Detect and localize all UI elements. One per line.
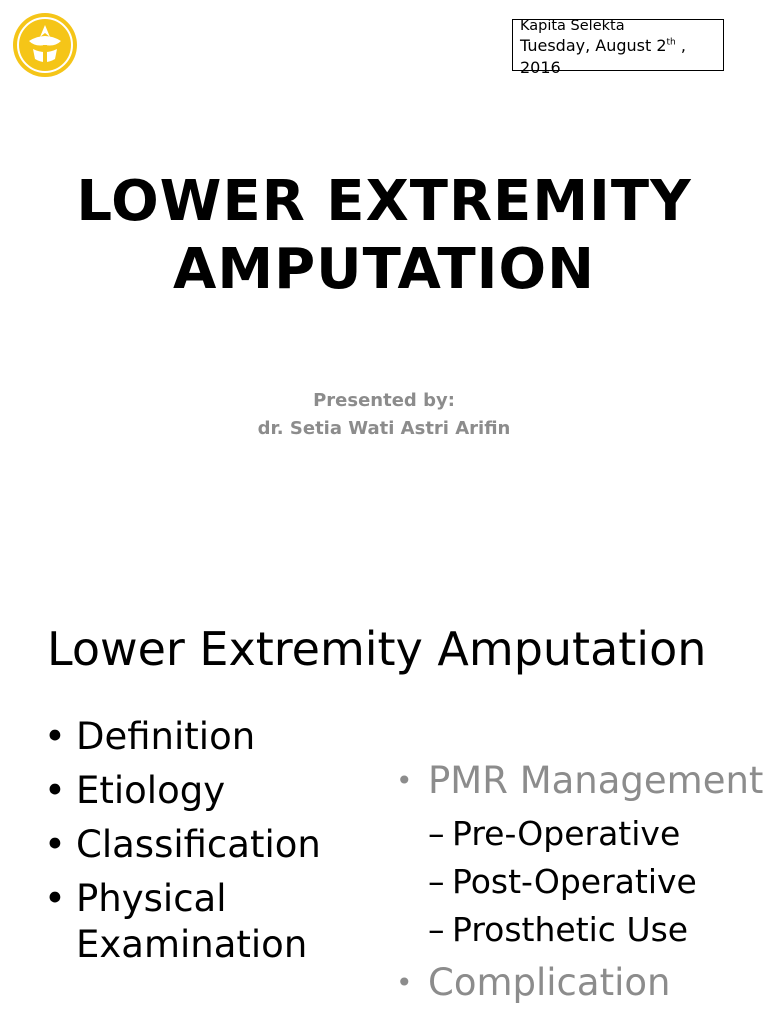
list-item: • Definition xyxy=(44,715,256,758)
list-item: • Complication xyxy=(396,961,671,1004)
sub-list-item: – Post-Operative xyxy=(428,862,697,901)
main-title: LOWER EXTREMITY AMPUTATION xyxy=(76,169,692,302)
list-item: • Physical Examination xyxy=(44,877,308,966)
course-date-box xyxy=(512,18,724,77)
presented-by-label: Presented by: xyxy=(313,390,455,411)
presenter-name: dr. Setia Wati Astri Arifin xyxy=(257,418,511,439)
list-item: • Classification xyxy=(44,823,321,866)
outline-slide xyxy=(0,580,768,1024)
sub-list-item: – Pre-Operative xyxy=(428,814,681,853)
university-emblem-icon xyxy=(11,11,79,79)
list-item: • PMR Management – Pre-Operative – Post-Operative – Prosthetic Use xyxy=(396,758,768,954)
sub-list-item: – Prosthetic Use xyxy=(428,910,689,949)
presentation-year: 2016 xyxy=(520,58,561,77)
presentation-date: Tuesday, August 2th , xyxy=(520,36,686,55)
topic-list-right xyxy=(396,758,768,1006)
sub-list xyxy=(428,810,768,954)
course-name: Kapita Selekta xyxy=(520,18,625,34)
list-item: • Etiology xyxy=(44,769,226,812)
presenter-block xyxy=(0,387,768,443)
topic-list-left xyxy=(44,714,374,976)
slide-title: Lower Extremity Amputation xyxy=(47,622,707,676)
